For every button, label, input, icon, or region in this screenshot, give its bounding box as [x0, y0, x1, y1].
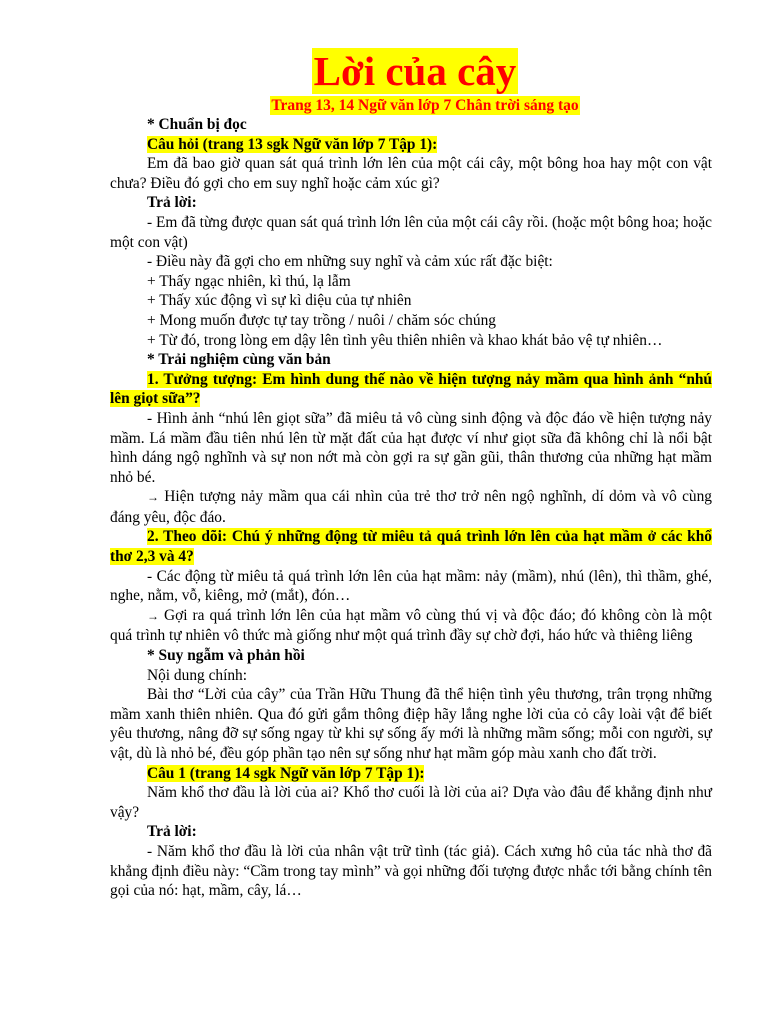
- subtitle-wrap: [138, 96, 712, 115]
- section-heading-reflect: * Suy ngẫm và phản hồi: [147, 647, 305, 665]
- page-subtitle: Trang 13, 14 Ngữ văn lớp 7 Chân trời sáng tạo: [271, 97, 579, 114]
- exercise-2-conclusion-paragraph: [110, 606, 712, 646]
- question-text: Em đã bao giờ quan sát quá trình lớn lên của một cái cây, một bông hoa hay một con vật chưa? Điều đó gợi cho em suy nghĩ hoặc cảm xúc gì?: [110, 155, 712, 192]
- answer-line: + Thấy ngạc nhiên, kì thú, lạ lẫm: [147, 272, 351, 290]
- answer-line: + Từ đó, trong lòng em dậy lên tình yêu thiên nhiên và khao khát bảo vệ tự nhiên…: [147, 331, 663, 349]
- answer-line: - Điều này đã gợi cho em những suy nghĩ và cảm xúc rất đặc biệt:: [147, 253, 553, 271]
- title-wrap: [118, 48, 712, 94]
- section-heading-prep: * Chuẩn bị đọc: [147, 116, 247, 133]
- content-text: Bài thơ “Lời của cây” của Trần Hữu Thung đã thể hiện tình yêu thương, trân trọng những mầm xanh thiên nhiên. Qua đó gửi gắm thông điệp hãy lắng nghe lời của cỏ cây loài vật để biết yêu thương, nâng đỡ sự sống ngay từ khi sự sống ấy mới là những mầm sống; mỗi con người, sự vật, dù là nhỏ bé, đều góp phần tạo nên sự sống như hạt mầm góp màu xanh cho đất trời.: [110, 686, 712, 762]
- exercise-2-conclusion: Gợi ra quá trình lớn lên của hạt mầm vô cùng thú vị và độc đáo; đó không còn là một quá trình tự nhiên vô thức mà giống như một quá trình đầy sự chờ đợi, háo hức và thiêng liêng: [110, 606, 712, 645]
- exercise-1-conclusion-paragraph: [110, 487, 712, 527]
- answer-label: Trả lời:: [147, 194, 197, 212]
- document-page: [110, 48, 712, 901]
- question-1-heading: Câu 1 (trang 14 sgk Ngữ văn lớp 7 Tập 1):: [147, 764, 425, 782]
- exercise-1-conclusion: Hiện tượng nảy mầm qua cái nhìn của trẻ thơ trở nên ngộ nghĩnh, dí dỏm và vô cùng đáng yêu, độc đáo.: [110, 488, 712, 526]
- exercise-2-heading: 2. Theo dõi: Chú ý những động từ miêu tả quá trình lớn lên của hạt mầm ở các khổ thơ 2,3 và 4?: [110, 528, 712, 566]
- arrow-right-icon: →: [147, 490, 159, 505]
- exercise-1-text: - Hình ảnh “nhú lên giọt sữa” đã miêu tả vô cùng sinh động và độc đáo về hiện tượng nảy mầm. Lá mầm đầu tiên nhú lên từ mặt đất của hạt được ví như giọt sữa đã không chỉ là nổi bật hình dáng ngộ nghĩnh và sự non nớt mà còn gợi ra sự gần gũi, thân thương của những hạt mầm nhỏ bé.: [110, 409, 712, 486]
- answer-line: - Em đã từng được quan sát quá trình lớn lên của một cái cây rồi. (hoặc một bông hoa; hoặc một con vật): [110, 213, 712, 251]
- question-1-text: Năm khổ thơ đầu là lời của ai? Khổ thơ cuối là lời của ai? Dựa vào đâu để khẳng định như vậy?: [110, 784, 712, 821]
- answer-label: Trả lời:: [147, 823, 197, 841]
- exercise-1-heading: 1. Tưởng tượng: Em hình dung thế nào về hiện tượng nảy mầm qua hình ảnh “nhú lên giọt sữa”?: [110, 370, 712, 408]
- question-heading: Câu hỏi (trang 13 sgk Ngữ văn lớp 7 Tập 1):: [147, 135, 438, 153]
- answer-line: + Mong muốn được tự tay trồng / nuôi / chăm sóc chúng: [147, 311, 496, 329]
- answer-line: + Thấy xúc động vì sự kì diệu của tự nhiên: [147, 292, 412, 310]
- question-1-answer: - Năm khổ thơ đầu là lời của nhân vật trữ tình (tác giả). Cách xưng hô của tác nhà thơ đã khẳng định điều này: “Cầm trong tay mình” và gọi những đối tượng được nhắc tới bằng chính tên gọi của nó: hạt, mầm, cây, lá…: [110, 842, 712, 900]
- exercise-2-text: - Các động từ miêu tả quá trình lớn lên của hạt mầm: nảy (mầm), nhú (lên), thì thầm, ghé, nghe, nằm, vỗ, kiêng, mở (mắt), đón…: [110, 567, 712, 605]
- section-heading-experience: * Trải nghiệm cùng văn bản: [147, 351, 331, 369]
- arrow-right-icon: →: [147, 608, 159, 623]
- page-title: Lời của cây: [313, 48, 517, 94]
- content-label: Nội dung chính:: [147, 666, 248, 684]
